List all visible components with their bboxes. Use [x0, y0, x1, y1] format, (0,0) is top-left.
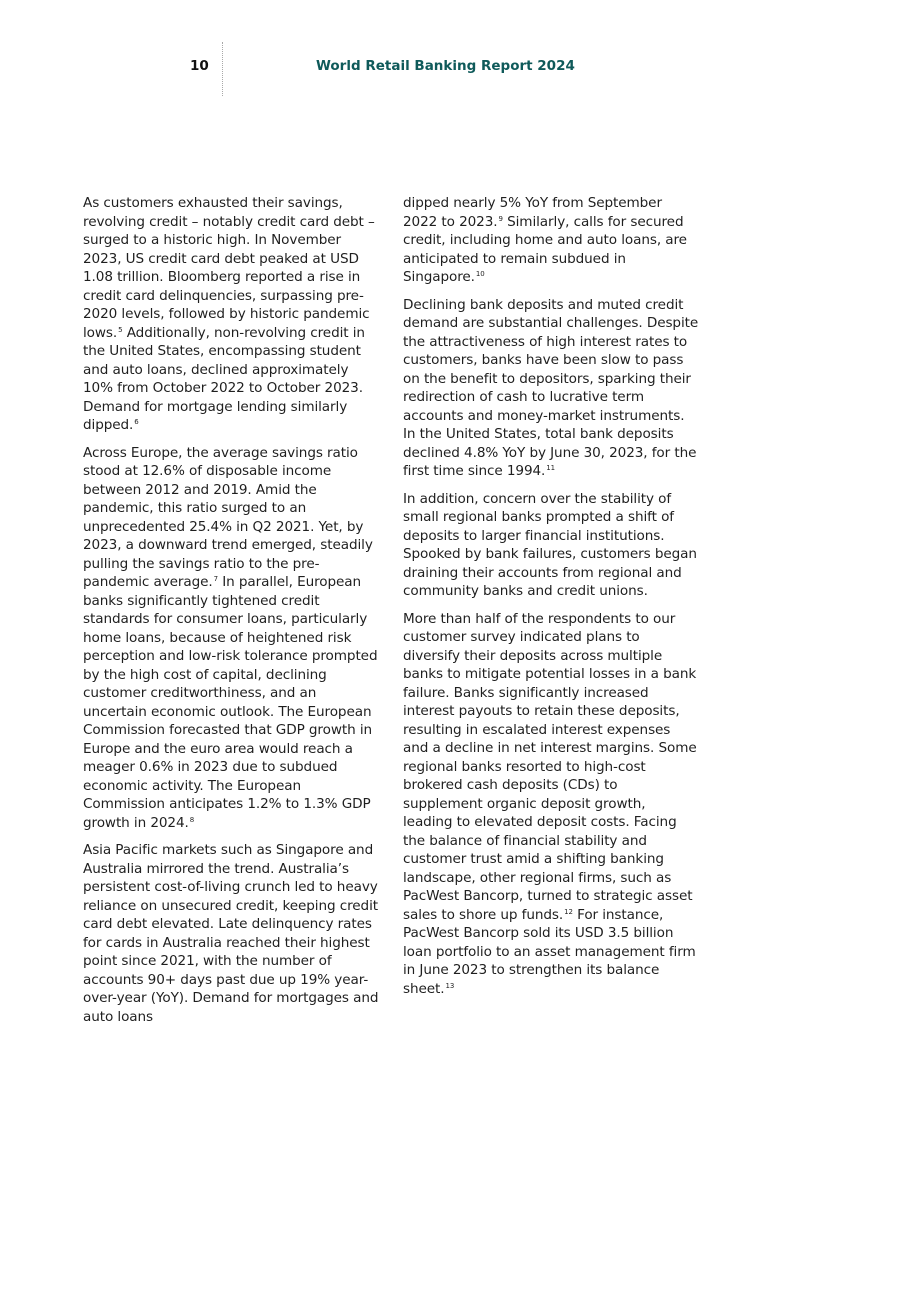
- footnote-ref: 12: [564, 907, 573, 916]
- paragraph: [403, 296, 699, 481]
- report-title: World Retail Banking Report 2024: [316, 58, 575, 74]
- right-column: [403, 194, 699, 1007]
- footnote-ref: 7: [213, 575, 219, 583]
- footnote-ref: 9: [498, 214, 503, 223]
- footnote-ref: 5: [118, 325, 123, 334]
- paragraph: [403, 610, 699, 999]
- paragraph-text: Asia Pacific markets such as Singapore and Australia mirrored the trend. Australia’s persistent cost-of-living crunch led to heavy reliance on unsecured credit, keeping credit card debt elevated. Late delinquency rates for cards in Australia reached their highest point since 2021, with the number of accounts 90+ days past due up 19% year-over-year (YoY). Demand for mortgages and auto loans: [83, 842, 379, 1025]
- paragraph: [403, 194, 699, 287]
- paragraph: [403, 490, 699, 601]
- paragraph-text-continued: For instance, PacWest Bancorp sold its USD 3.5 billion loan portfolio to an asset management firm in June 2023 to strengthen its balance sheet.: [403, 906, 696, 997]
- header-divider: [222, 42, 223, 96]
- paragraph-text: More than half of the respondents to our customer survey indicated plans to diversify their deposits across multiple banks to mitigate potential losses in a bank failure. Banks significantly increased interest payouts to retain these deposits, resulting in escalated interest expenses and a decline in net interest margins. Some regional banks resorted to high-cost brokered cash deposits (CDs) to supplement organic deposit growth, leading to elevated deposit costs. Facing the balance of financial stability and customer trust amid a shifting banking landscape, other regional firms, such as PacWest Bancorp, turned to strategic asset sales to shore up funds.: [403, 610, 697, 923]
- paragraph: [83, 194, 379, 435]
- footnote-ref: 10: [475, 270, 485, 278]
- paragraph-text: dipped nearly 5% YoY from September 2022 to 2023.: [403, 195, 662, 230]
- left-column: [83, 194, 379, 1035]
- footnote-ref: 11: [546, 464, 555, 472]
- paragraph-text: Declining bank deposits and muted credit demand are substantial challenges. Despite the attractiveness of high interest rates to customers, banks have been slow to pass on the benefit to depositors, sparking their redirection of cash to lucrative term accounts and money-market instruments. In the United States, total bank deposits declined 4.8% YoY by June 30, 2023, for the first time since 1994.: [403, 296, 699, 479]
- paragraph-text-continued: In parallel, European banks significantly tightened credit standards for consumer loans, particularly home loans, because of heightened risk perception and low-risk tolerance prompted by the high cost of capital, declining customer creditworthiness, and an uncertain economic outlook. The European Commission forecasted that GDP growth in Europe and the euro area would reach a meager 0.6% in 2023 due to subdued economic activity. The European Commission anticipates 1.2% to 1.3% GDP growth in 2024.: [83, 574, 378, 831]
- page-number: 10: [190, 58, 209, 74]
- paragraph: [83, 444, 379, 833]
- footnote-ref: 8: [189, 815, 195, 824]
- paragraph: [83, 841, 379, 1026]
- footnote-ref: 6: [134, 418, 139, 426]
- footnote-ref: 13: [445, 981, 455, 990]
- paragraph-text: In addition, concern over the stability of small regional banks prompted a shift of deposits to larger financial institutions. Spooked by bank failures, customers began draining their accounts from regional and community banks and credit unions.: [403, 490, 697, 599]
- paragraph-text-continued: Similarly, calls for secured credit, including home and auto loans, are anticipated to remain subdued in Singapore.: [403, 213, 687, 285]
- paragraph-text: Across Europe, the average savings ratio stood at 12.6% of disposable income between 2012 and 2019. Amid the pandemic, this ratio surged to an unprecedented 25.4% in Q2 2021. Yet, by 2023, a downward trend emerged, steadily pulling the savings ratio to the pre-pandemic average.: [83, 444, 373, 590]
- paragraph-text: As customers exhausted their savings, revolving credit – notably credit card debt – surged to a historic high. In November 2023, US credit card debt peaked at USD 1.08 trillion. Bloomberg reported a rise in credit card delinquencies, surpassing pre-2020 levels, followed by historic pandemic lows.: [83, 195, 375, 341]
- paragraph-text-continued: Additionally, non-revolving credit in the United States, encompassing student and auto loans, declined approximately 10% from October 2022 to October 2023. Demand for mortgage lending similarly dipped.: [83, 324, 365, 433]
